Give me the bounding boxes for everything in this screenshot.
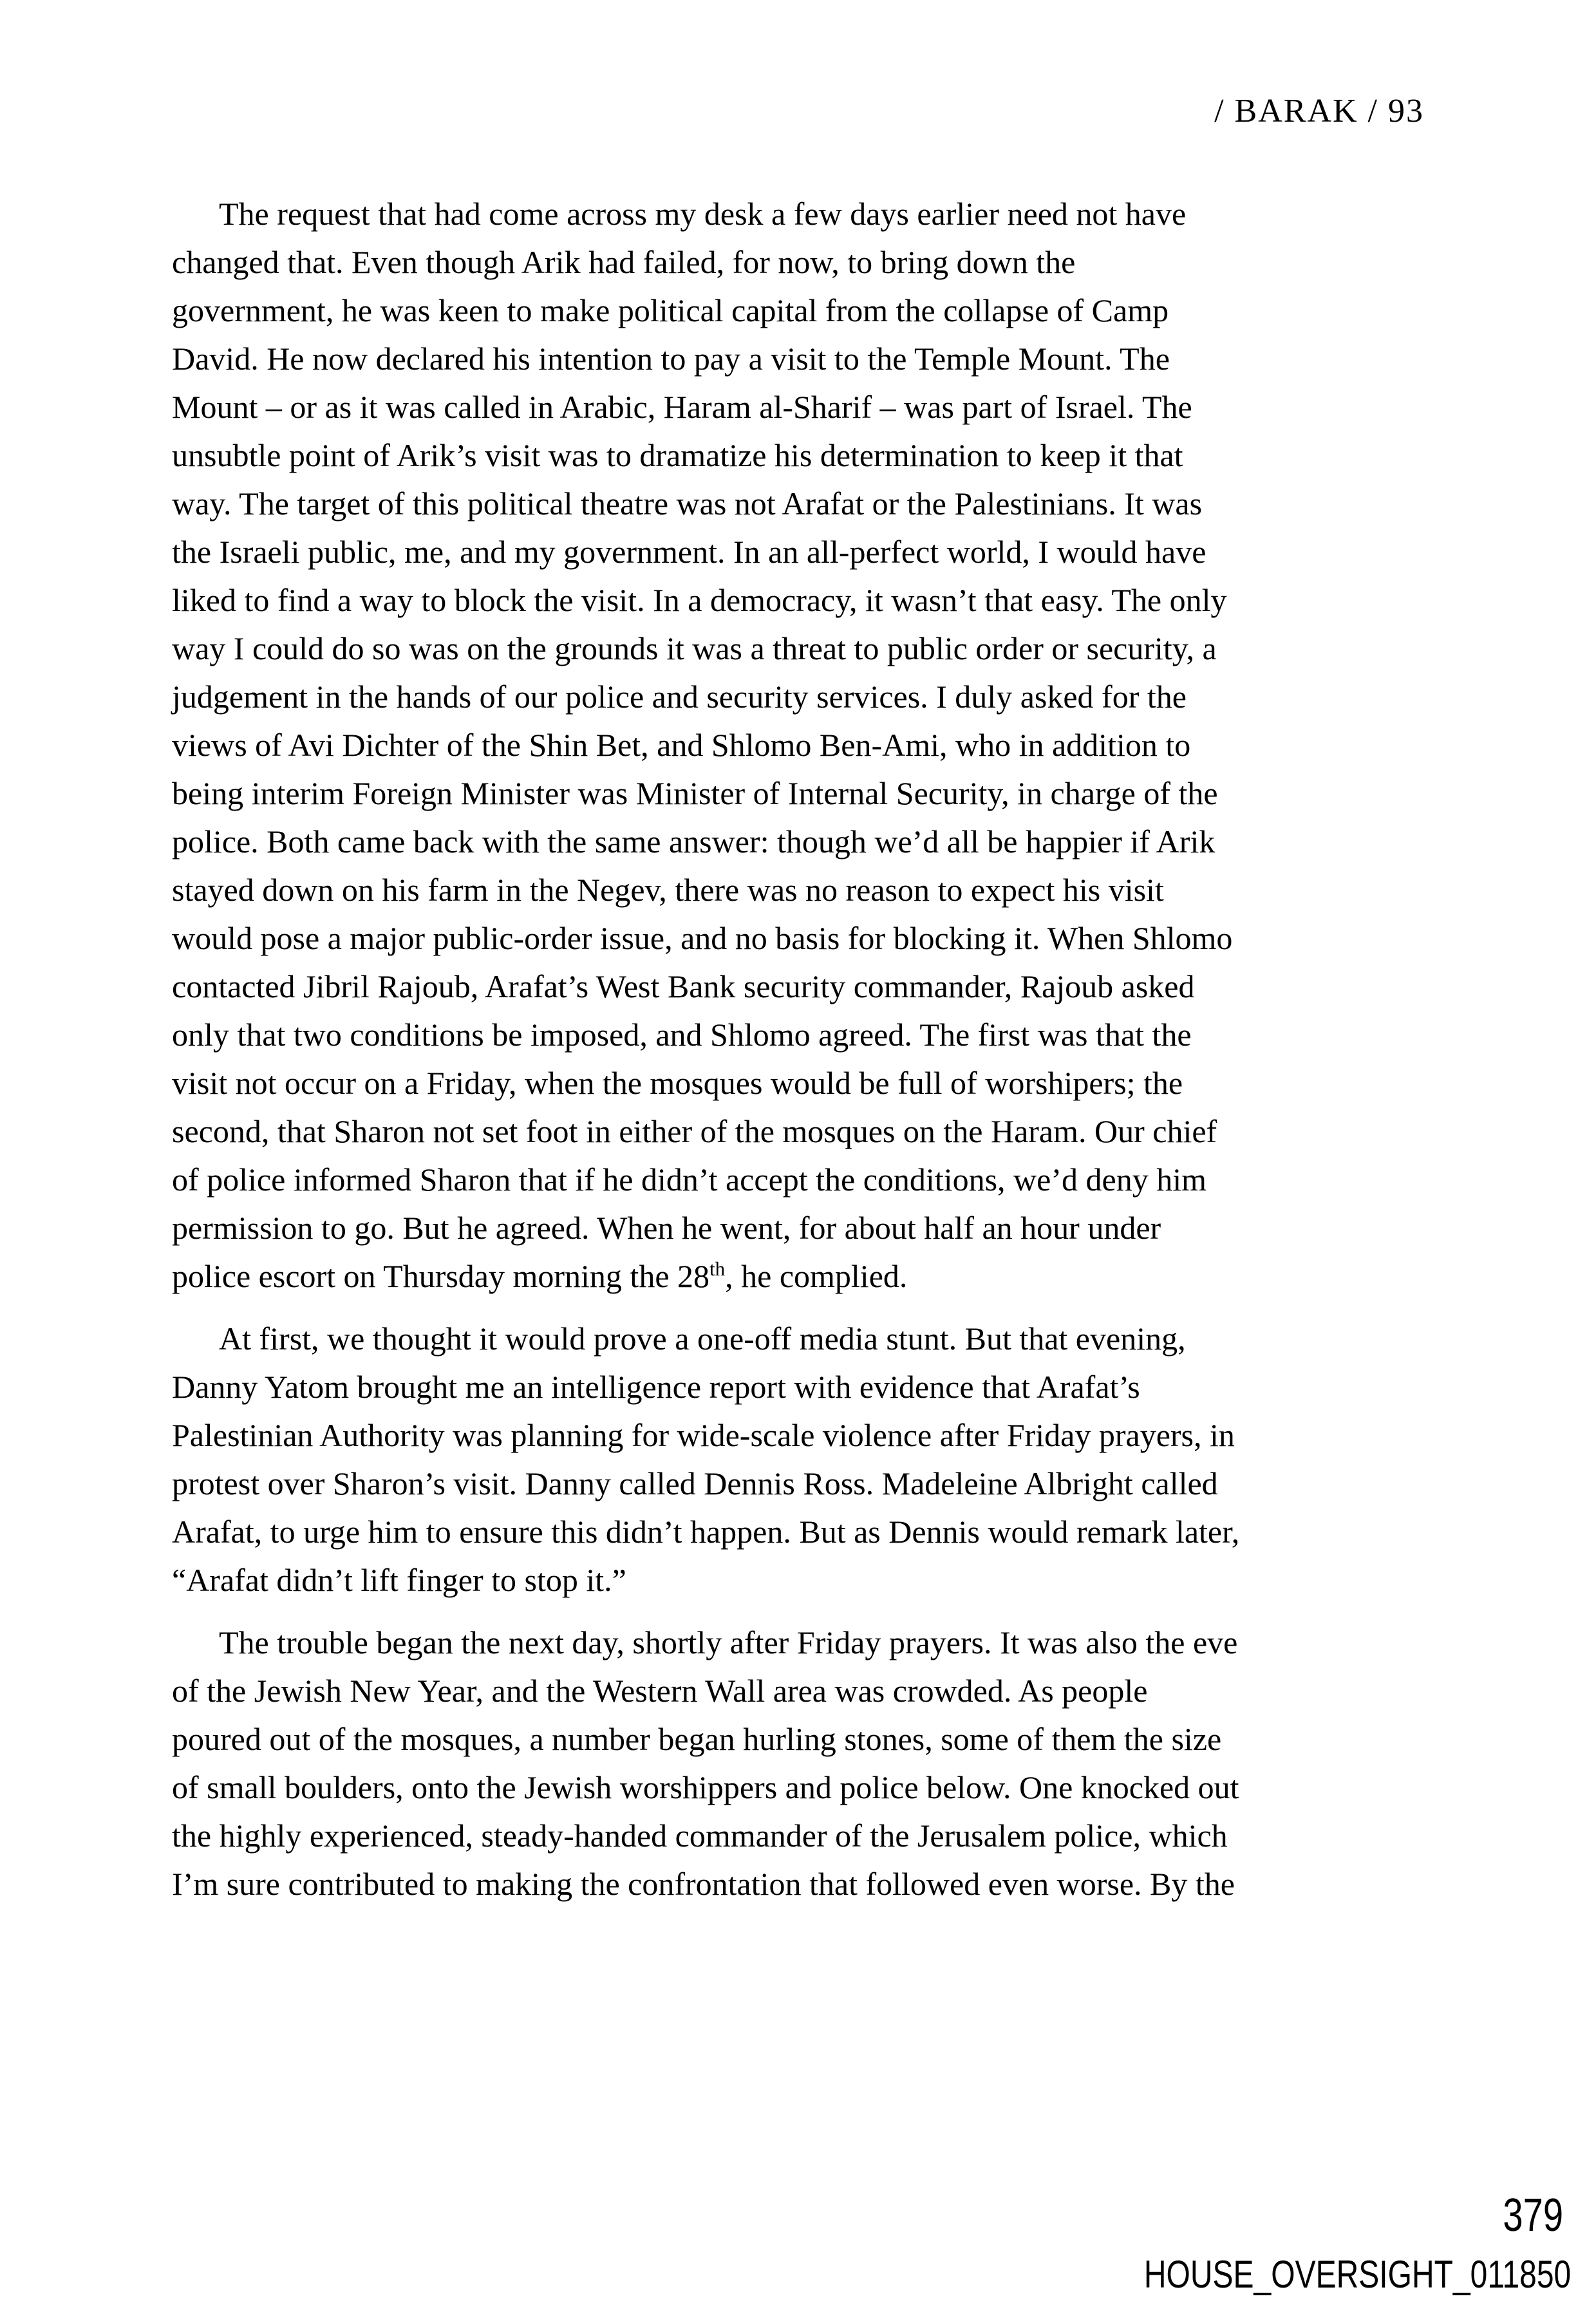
text-line: changed that. Even though Arik had failed, for now, to bring down the (172, 244, 1076, 280)
text-line: police. Both came back with the same answer: though we’d all be happier if Arik (172, 823, 1216, 860)
text-line: way. The target of this political theatre was not Arafat or the Palestinians. It was (172, 485, 1203, 522)
text-line: The trouble began the next day, shortly after Friday prayers. It was also the eve (219, 1624, 1238, 1660)
text-line: Danny Yatom brought me an intelligence report with evidence that Arafat’s (172, 1369, 1140, 1405)
text-line: protest over Sharon’s visit. Danny called Dennis Ross. Madeleine Albright called (172, 1465, 1218, 1501)
text-line: of the Jewish New Year, and the Western Wall area was crowded. As people (172, 1673, 1148, 1709)
text-line: permission to go. But he agreed. When he went, for about half an hour under (172, 1210, 1161, 1246)
text-line: Mount – or as it was called in Arabic, Haram al-Sharif – was part of Israel. The (172, 389, 1192, 425)
text-line: government, he was keen to make political capital from the collapse of Camp (172, 292, 1169, 328)
text-line: poured out of the mosques, a number began hurling stones, some of them the size (172, 1721, 1222, 1757)
text-line: visit not occur on a Friday, when the mosques would be full of worshipers; the (172, 1065, 1183, 1101)
text-line: Arafat, to urge him to ensure this didn’t happen. But as Dennis would remark later, (172, 1514, 1240, 1550)
text-line: contacted Jibril Rajoub, Arafat’s West Bank security commander, Rajoub asked (172, 968, 1195, 1004)
text-line: the Israeli public, me, and my government. In an all-perfect world, I would have (172, 534, 1206, 570)
paragraph (172, 1315, 1453, 1604)
page-header: / BARAK / 93 (1214, 93, 1424, 129)
text-line: I’m sure contributed to making the confrontation that followed even worse. By the (172, 1866, 1235, 1902)
text-line: way I could do so was on the grounds it was a threat to public order or security, a (172, 630, 1217, 666)
text-line: of police informed Sharon that if he didn’t accept the conditions, we’d deny him (172, 1161, 1206, 1198)
text-line: of small boulders, onto the Jewish worshippers and police below. One knocked out (172, 1769, 1239, 1805)
text-line: being interim Foreign Minister was Minister of Internal Security, in charge of the (172, 775, 1218, 811)
text-line: At first, we thought it would prove a one-off media stunt. But that evening, (219, 1321, 1186, 1357)
text-line: Palestinian Authority was planning for wide-scale violence after Friday prayers, in (172, 1417, 1235, 1453)
paragraph (172, 190, 1453, 1301)
text-line: police escort on Thursday morning the 28th, he complied. (172, 1257, 908, 1294)
text-line: “Arafat didn’t lift finger to stop it.” (172, 1562, 626, 1598)
paragraph (172, 1619, 1453, 1908)
text-line: the highly experienced, steady-handed commander of the Jerusalem police, which (172, 1818, 1228, 1854)
text-line: second, that Sharon not set foot in either of the mosques on the Haram. Our chief (172, 1113, 1217, 1149)
text-line: judgement in the hands of our police and security services. I duly asked for the (172, 679, 1187, 715)
bates-stamp: HOUSE_OVERSIGHT_011850 (1143, 2253, 1571, 2296)
text-line: views of Avi Dichter of the Shin Bet, and Shlomo Ben-Ami, who in addition to (172, 727, 1191, 763)
text-line: stayed down on his farm in the Negev, there was no reason to expect his visit (172, 872, 1164, 908)
text-line: liked to find a way to block the visit. In a democracy, it wasn’t that easy. The only (172, 582, 1227, 618)
body-text (172, 190, 1453, 1908)
text-line: David. He now declared his intention to pay a visit to the Temple Mount. The (172, 341, 1170, 377)
text-line: The request that had come across my desk a few days earlier need not have (219, 196, 1187, 232)
text-line: only that two conditions be imposed, and Shlomo agreed. The first was that the (172, 1017, 1192, 1053)
page-number: 379 (1503, 2190, 1563, 2241)
text-line: unsubtle point of Arik’s visit was to dramatize his determination to keep it that (172, 437, 1183, 473)
text-line: would pose a major public-order issue, and no basis for blocking it. When Shlomo (172, 920, 1233, 956)
